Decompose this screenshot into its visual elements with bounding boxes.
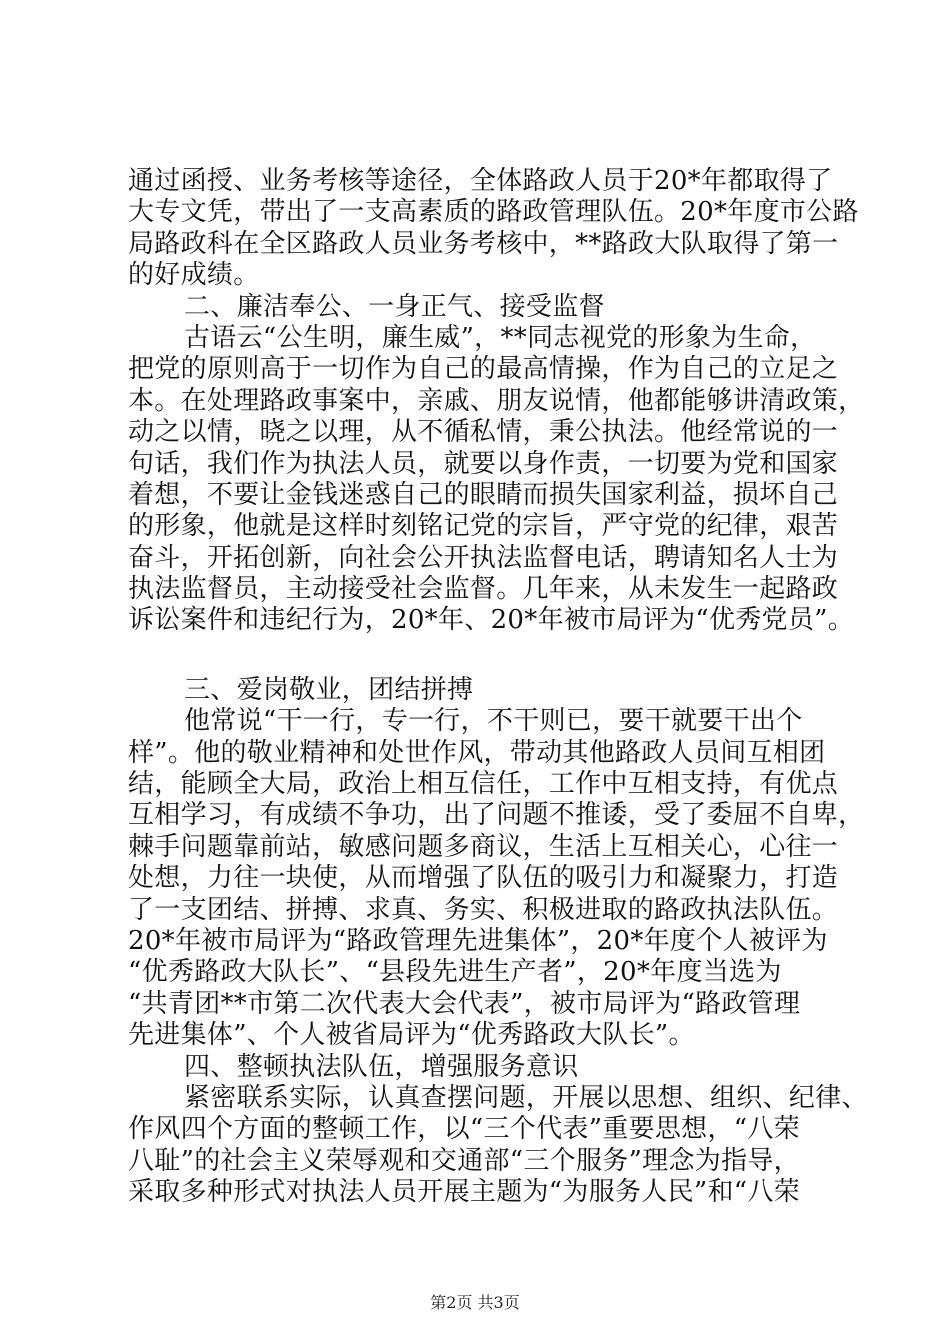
body-line: 动之以情，晓之以理，从不循私情，秉公执法。他经常说的一 — [128, 417, 839, 448]
body-line: 采取多种形式对执法人员开展主题为“为服务人民”和“八荣 — [128, 1177, 800, 1208]
body-line: 先进集体”、个人被省局评为“优秀路政大队长”。 — [128, 1020, 695, 1051]
section-heading-2: 二、廉洁奉公、一身正气、接受监督 — [184, 291, 605, 322]
body-line: 局路政科在全区路政人员业务考核中，**路政大队取得了第一 — [128, 228, 839, 259]
body-line: 的好成绩。 — [128, 260, 260, 291]
document-body — [128, 166, 868, 1209]
body-line: 执法监督员，主动接受社会监督。几年来，从未发生一起路政 — [128, 574, 839, 605]
section-heading-3: 三、爱岗敬业，团结拼搏 — [184, 674, 474, 705]
body-line: 大专文凭，带出了一支高素质的路政管理队伍。20*年度市公路 — [128, 197, 859, 228]
body-line: 结，能顾全大局，政治上相互信任，工作中互相支持，有优点 — [128, 769, 839, 800]
body-line: 把党的原则高于一切作为自己的最高情操，作为自己的立足之 — [128, 354, 839, 385]
body-line: 他常说“干一行，专一行，不干则已，要干就要干出个 — [184, 706, 803, 737]
body-line: 本。在处理路政事案中，亲戚、朋友说情，他都能够讲清政策， — [128, 385, 865, 416]
body-line: 句话，我们作为执法人员，就要以身作责，一切要为党和国家 — [128, 448, 839, 479]
body-line: 处想，力往一块使，从而增强了队伍的吸引力和凝聚力，打造 — [128, 863, 839, 894]
body-line: 诉讼案件和违纪行为，20*年、20*年被市局评为“优秀党员”。 — [128, 605, 855, 636]
body-line: 八耻”的社会主义荣辱观和交通部“三个服务”理念为指导， — [128, 1145, 800, 1176]
body-line: “优秀路政大队长”、“县段先进生产者”，20*年度当选为 — [128, 957, 782, 988]
body-line: 作风四个方面的整顿工作，以“三个代表”重要思想，“八荣 — [128, 1114, 800, 1145]
body-line: 紧密联系实际，认真查摆问题，开展以思想、组织、纪律、 — [184, 1082, 868, 1113]
body-line: 棘手问题靠前站，敏感问题多商议，生活上互相关心，心往一 — [128, 831, 839, 862]
body-line: 通过函授、业务考核等途径，全体路政人员于20*年都取得了 — [128, 166, 833, 196]
section-heading-4: 四、整顿执法队伍，增强服务意识 — [184, 1051, 579, 1082]
body-line: “共青团**市第二次代表大会代表”，被市局评为“路政管理 — [128, 988, 801, 1019]
body-line: 古语云“公生明，廉生威”，**同志视党的形象为生命， — [184, 322, 817, 353]
body-line: 20*年被市局评为“路政管理先进集体”，20*年度个人被评为 — [128, 925, 828, 956]
paragraph-gap — [128, 637, 828, 675]
body-line: 互相学习，有成绩不争功，出了问题不推诿，受了委屈不自卑， — [128, 800, 865, 831]
body-line: 样”。他的敬业精神和处世作风，带动其他路政人员间互相团 — [128, 737, 826, 768]
page-number: 第2页 共3页 — [430, 1293, 520, 1312]
body-line: 的形象，他就是这样时刻铭记党的宗旨，严守党的纪律，艰苦 — [128, 511, 839, 542]
page-footer — [0, 1290, 950, 1313]
body-line: 着想，不要让金钱迷惑自己的眼睛而损失国家利益，损坏自己 — [128, 479, 839, 510]
body-line: 了一支团结、拼搏、求真、务实、积极进取的路政执法队伍。 — [128, 894, 839, 925]
body-line: 奋斗，开拓创新，向社会公开执法监督电话，聘请知名人士为 — [128, 542, 839, 573]
